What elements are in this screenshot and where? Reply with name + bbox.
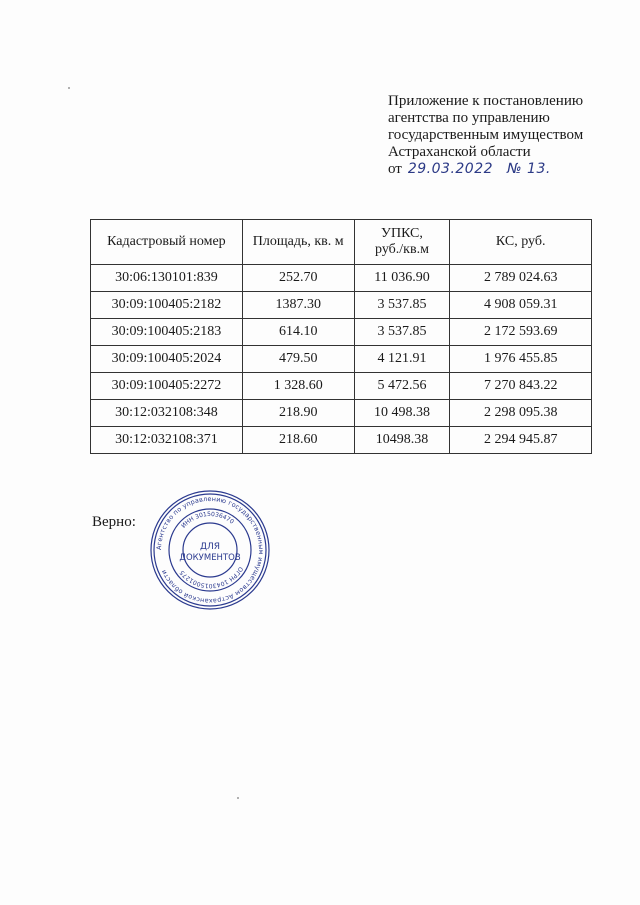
cell-area: 1 328.60: [242, 373, 354, 400]
table-row: [91, 319, 592, 346]
stamp-seal-graphic: [148, 488, 272, 612]
date-prefix: от: [388, 161, 402, 177]
cell-area: 218.90: [242, 400, 354, 427]
cell-cadastral: 30:09:100405:2182: [91, 292, 243, 319]
cell-ks: 2 298 095.38: [450, 400, 592, 427]
cell-ks: 2 172 593.69: [450, 319, 592, 346]
stamp-center-line-2: ДОКУМЕНТОВ: [179, 553, 241, 563]
cell-cadastral: 30:09:100405:2024: [91, 346, 243, 373]
table-row: [91, 400, 592, 427]
cell-cadastral: 30:09:100405:2272: [91, 373, 243, 400]
decree-date-line: [388, 161, 628, 178]
table-row: [91, 265, 592, 292]
verification-label: Верно:: [92, 514, 136, 530]
table-row: [91, 346, 592, 373]
official-stamp-seal: [148, 488, 272, 612]
cell-ks: 2 294 945.87: [450, 427, 592, 454]
header-cadastral-number: Кадастровый номер: [91, 220, 243, 265]
header-line-4: Астраханской области: [388, 144, 531, 160]
handwritten-date: 29.03.2022: [407, 161, 494, 177]
cell-upks: 5 472.56: [354, 373, 450, 400]
header-line-3: государственным имуществом: [388, 127, 584, 143]
cell-ks: 4 908 059.31: [450, 292, 592, 319]
header-ks: КС, руб.: [450, 220, 592, 265]
handwritten-number: № 13.: [507, 161, 551, 177]
appendix-header: [388, 93, 628, 178]
cell-upks: 4 121.91: [354, 346, 450, 373]
table-header-row: [91, 220, 592, 265]
cell-area: 252.70: [242, 265, 354, 292]
table-row: [91, 427, 592, 454]
table-row: [91, 292, 592, 319]
cadastral-value-table: [90, 219, 592, 454]
cell-upks: 10498.38: [354, 427, 450, 454]
cell-upks: 3 537.85: [354, 319, 450, 346]
svg-text:ИНН 3015036470: [180, 511, 235, 530]
cell-cadastral: 30:06:130101:839: [91, 265, 243, 292]
header-line-1: Приложение к постановлению: [388, 93, 584, 109]
cell-cadastral: 30:09:100405:2183: [91, 319, 243, 346]
cell-area: 1387.30: [242, 292, 354, 319]
stamp-ring-text: Агентство по управлению государственным имуществом Астраханской области: [154, 494, 266, 606]
header-line-2: агентства по управлению: [388, 110, 550, 126]
scan-speck: [237, 797, 239, 799]
cell-cadastral: 30:12:032108:371: [91, 427, 243, 454]
table-row: [91, 373, 592, 400]
cell-area: 218.60: [242, 427, 354, 454]
header-upks-line1: УПКС,: [381, 226, 423, 241]
stamp-ogrn-text: ОГРН 1043015001275: [178, 565, 245, 590]
cell-ks: 1 976 455.85: [450, 346, 592, 373]
cell-area: 614.10: [242, 319, 354, 346]
header-upks-line2: руб./кв.м: [375, 242, 429, 257]
scan-speck: [68, 87, 70, 89]
cell-upks: 11 036.90: [354, 265, 450, 292]
cell-ks: 7 270 843.22: [450, 373, 592, 400]
header-area: Площадь, кв. м: [242, 220, 354, 265]
cell-cadastral: 30:12:032108:348: [91, 400, 243, 427]
stamp-center-line-1: ДЛЯ: [199, 542, 221, 552]
cell-upks: 3 537.85: [354, 292, 450, 319]
stamp-inn-text: ИНН 3015036470: [180, 510, 236, 530]
cell-ks: 2 789 024.63: [450, 265, 592, 292]
cell-area: 479.50: [242, 346, 354, 373]
header-upks: [354, 220, 450, 265]
cell-upks: 10 498.38: [354, 400, 450, 427]
